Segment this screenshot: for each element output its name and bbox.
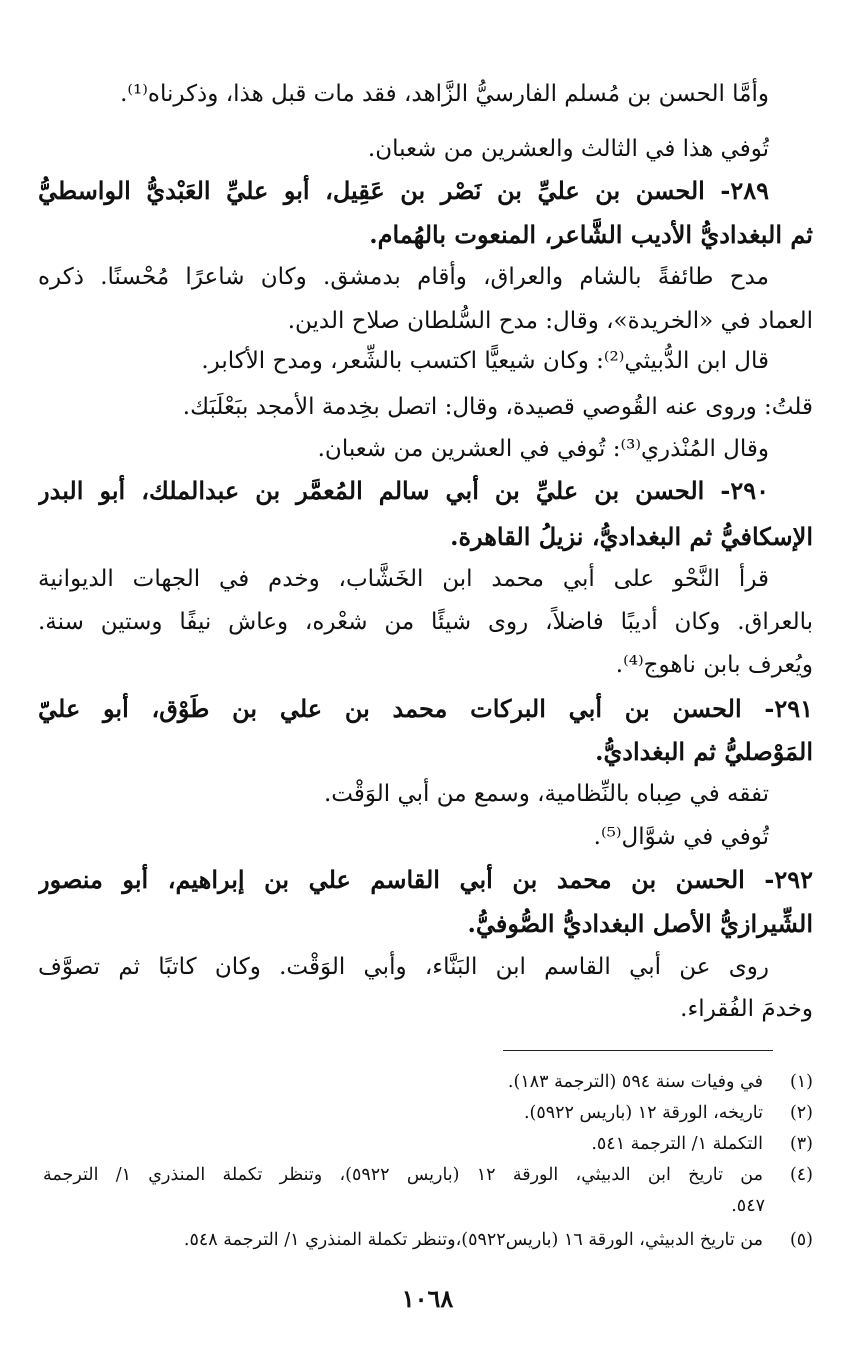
footnote-text: التكملة ١/ الترجمة ٥٤١. bbox=[591, 1134, 763, 1154]
entry-heading-289: ٢٨٩- الحسن بن عليِّ بن نَصْر بن عَقِيل، أبو عليِّ العَبْديُّ الواسطيُّ bbox=[38, 176, 769, 205]
footnote-number: (٤) bbox=[789, 1165, 813, 1185]
footnote-text: في وفيات سنة ٥٩٤ (الترجمة ١٨٣). bbox=[507, 1072, 763, 1092]
text-line: ويُعرف بابن ناهوج⁽⁴⁾. bbox=[615, 652, 813, 678]
entry-heading-289-cont: ثم البغداديُّ الأديب الشَّاعر، المنعوت بالهُمام. bbox=[369, 220, 813, 249]
footnote-number: (٥) bbox=[789, 1230, 813, 1250]
footnote-number: (٣) bbox=[789, 1134, 813, 1154]
footnote-text: تاريخه، الورقة ١٢ (باريس ٥٩٢٢). bbox=[523, 1103, 763, 1123]
entry-heading-292-cont: الشِّيرازيُّ الأصل البغداديُّ الصُّوفيُّ. bbox=[467, 909, 813, 938]
footnote-number: (١) bbox=[789, 1072, 813, 1092]
text-line: تفقه في صِباه بالنِّظامية، وسمع من أبي الوَقْت. bbox=[324, 781, 769, 807]
text-line: وخدمَ الفُقراء. bbox=[680, 996, 813, 1022]
entry-heading-290-cont: الإسكافيُّ ثم البغداديُّ، نزيلُ القاهرة. bbox=[450, 522, 813, 551]
text-line: مدح طائفةً بالشام والعراق، وأقام بدمشق. وكان شاعرًا مُحْسنًا. ذكره bbox=[38, 264, 769, 290]
footnote-3 bbox=[38, 1130, 813, 1160]
text-line: وقال المُنْذري⁽³⁾: تُوفي في العشرين من شعبان. bbox=[317, 436, 769, 462]
footnote-4 bbox=[38, 1161, 813, 1191]
footnote-2 bbox=[38, 1099, 813, 1129]
text-line: تُوفي هذا في الثالث والعشرين من شعبان. bbox=[367, 136, 769, 162]
footnote-4-continuation: ٥٤٧. bbox=[731, 1196, 765, 1216]
text-line: قلتُ: وروى عنه القُوصي قصيدة، وقال: اتصل بخِدمة الأمجد ببَعْلَبَك. bbox=[182, 394, 813, 420]
footnote-text: من تاريخ الدبيثي، الورقة ١٦ (باريس٥٩٢٢)،وتنظر تكملة المنذري ١/ الترجمة ٥٤٨. bbox=[183, 1230, 763, 1250]
footnote-text: من تاريخ ابن الدبيثي، الورقة ١٢ (باريس ٥٩٢٢)، وتنظر تكملة المنذري ١/ الترجمة bbox=[43, 1165, 763, 1185]
footnote-separator bbox=[503, 1050, 773, 1051]
entry-heading-291: ٢٩١- الحسن بن أبي البركات محمد بن علي بن طَوْق، أبو عليّ bbox=[38, 694, 813, 723]
text-line: قرأ النَّحْو على أبي محمد ابن الخَشَّاب، وخدم في الجهات الديوانية bbox=[38, 566, 769, 592]
text-line: قال ابن الدُّبيثي⁽²⁾: وكان شيعيًّا اكتسب بالشِّعر، ومدح الأكابر. bbox=[201, 348, 769, 374]
text-line: تُوفي في شوَّال⁽⁵⁾. bbox=[593, 824, 769, 850]
text-line: بالعراق. وكان أديبًا فاضلاً، روى شيئًا من شعْره، وعاش نيفًا وستين سنة. bbox=[38, 609, 813, 635]
entry-heading-291-cont: المَوْصليُّ ثم البغداديُّ. bbox=[595, 737, 813, 766]
footnote-number: (٢) bbox=[789, 1103, 813, 1123]
footnote-1 bbox=[38, 1068, 813, 1098]
text-line: وأمَّا الحسن بن مُسلم الفارسيُّ الزَّاهد، فقد مات قبل هذا، وذكرناه⁽¹⁾. bbox=[120, 81, 769, 107]
text-line: العماد في «الخريدة»، وقال: مدح السُّلطان صلاح الدين. bbox=[287, 308, 813, 334]
page-number: ١٠٦٨ bbox=[401, 1284, 454, 1313]
entry-heading-292: ٢٩٢- الحسن بن محمد بن أبي القاسم علي بن إبراهيم، أبو منصور bbox=[38, 865, 813, 894]
footnote-5 bbox=[38, 1226, 813, 1256]
entry-heading-290: ٢٩٠- الحسن بن عليِّ بن أبي سالم المُعمَّر بن عبدالملك، أبو البدر bbox=[38, 476, 769, 505]
text-line: روى عن أبي القاسم ابن البَنَّاء، وأبي الوَقْت. وكان كاتبًا ثم تصوَّف bbox=[38, 954, 769, 980]
